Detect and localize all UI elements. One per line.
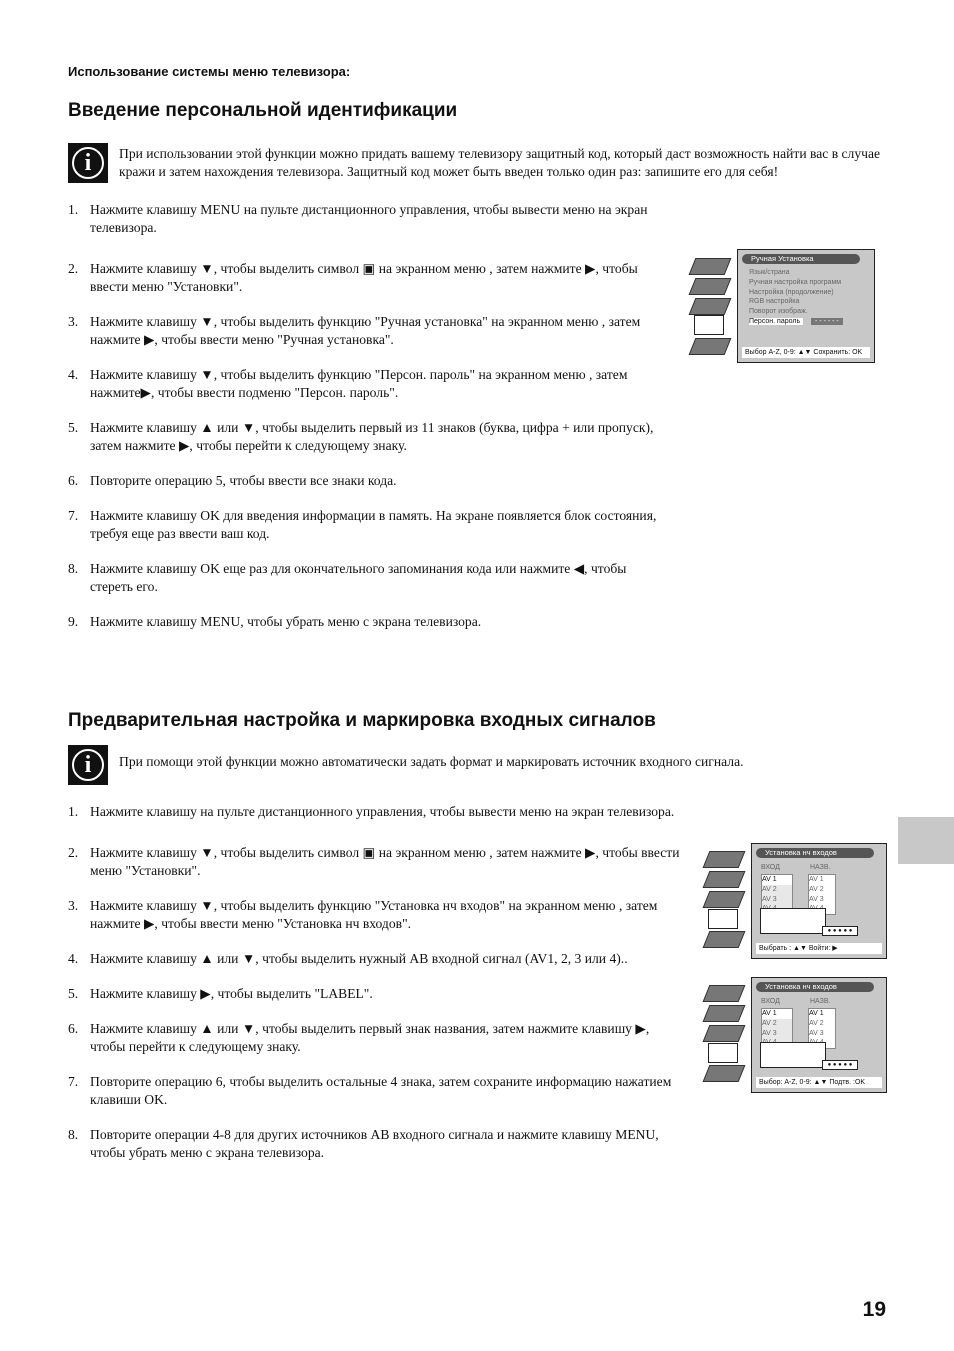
steps-list-personal-id bbox=[68, 201, 668, 631]
screen-row: AV 1 bbox=[762, 1009, 792, 1019]
screen-row: AV 2 bbox=[762, 1019, 777, 1027]
step-item bbox=[68, 472, 668, 490]
preset-menu-icon bbox=[703, 931, 746, 948]
step-text: Нажмите клавишу OK для введения информации в память. На экране появляется блок состояния, требуя еще раз ввести ваш код. bbox=[90, 508, 657, 541]
section-title-personal-id: Введение персональной идентификации bbox=[68, 100, 458, 121]
step-text: Нажмите клавишу ▶, чтобы выделить "LABEL". bbox=[90, 986, 373, 1001]
screen-title: Ручная Установка bbox=[742, 254, 860, 264]
col-input-header: ВХОД bbox=[761, 864, 780, 871]
step-text: Нажмите клавишу ▼, чтобы выделить функцию "Установка нч входов" на экранном меню , затем нажмите ▶, чтобы ввести меню "Установка нч входов". bbox=[90, 898, 658, 931]
step-text: Нажмите клавишу MENU, чтобы убрать меню с экрана телевизора. bbox=[90, 614, 482, 629]
step-number: 9. bbox=[68, 614, 79, 629]
step-item bbox=[68, 1020, 688, 1056]
signal-dots-icon: ● ● ● ● ● bbox=[822, 926, 858, 936]
page-number: 19 bbox=[862, 1298, 886, 1321]
screen-row: AV 2 bbox=[809, 885, 824, 893]
step-item bbox=[68, 260, 668, 296]
step-text: Повторите операцию 5, чтобы ввести все знаки кода. bbox=[90, 473, 397, 488]
step-number: 2. bbox=[68, 845, 79, 860]
picture-menu-icon bbox=[703, 985, 746, 1002]
step-item bbox=[68, 560, 668, 596]
step-text: Нажмите клавишу ▲ или ▼, чтобы выделить нужный АВ входной сигнал (AV1, 2, 3 или 4).. bbox=[90, 951, 628, 966]
screen-row: Настройка (продолжение) bbox=[749, 288, 834, 296]
step-number: 8. bbox=[68, 561, 79, 576]
step-item bbox=[68, 803, 688, 821]
step-number: 1. bbox=[68, 202, 79, 217]
screen-row: AV 1 bbox=[809, 1009, 835, 1019]
step-item bbox=[68, 201, 668, 237]
screen-row: Поворот изображ. bbox=[749, 308, 808, 316]
screen-footer: Выбор: A-Z, 0-9: ▲▼ Подтв. :OK bbox=[756, 1077, 882, 1088]
preset-menu-icon bbox=[703, 1065, 746, 1082]
info-icon: i bbox=[68, 745, 108, 785]
screen-selected-row: Персон. пароль bbox=[749, 318, 803, 325]
step-item bbox=[68, 1126, 688, 1162]
step-item bbox=[68, 985, 688, 1003]
features-menu-icon bbox=[689, 298, 732, 315]
screen-row: AV 3 bbox=[809, 895, 824, 903]
picture-menu-icon bbox=[689, 258, 732, 275]
step-item bbox=[68, 1073, 688, 1109]
screen-row: Язык/страна bbox=[749, 269, 790, 276]
screen-row: AV 2 bbox=[809, 1019, 824, 1027]
step-number: 7. bbox=[68, 508, 79, 523]
step-text: Нажмите клавишу ▲ или ▼, чтобы выделить первый знак названия, затем нажмите клавишу ▶, чтобы перейти к следующему знаку. bbox=[90, 1021, 650, 1054]
step-number: 3. bbox=[68, 314, 79, 329]
step-item bbox=[68, 897, 688, 933]
screen-row: RGB настройка bbox=[749, 298, 800, 306]
screen-row: AV 2 bbox=[762, 885, 777, 893]
info-note: При использовании этой функции можно придать вашему телевизору защитный код, который даст возможность найти вас в случае кражи и затем нахождения телевизора. Защитный код может быть введен только один раз: запишите его для себя! bbox=[119, 146, 881, 179]
step-text: Нажмите клавишу OK еще раз для окончательного запоминания кода или нажмите ◀, чтобы стереть его. bbox=[90, 561, 627, 594]
screen-row: AV 3 bbox=[762, 895, 777, 903]
step-item bbox=[68, 613, 668, 631]
screen-input-labeling bbox=[751, 977, 887, 1093]
step-number: 5. bbox=[68, 986, 79, 1001]
step-number: 4. bbox=[68, 367, 79, 382]
step-text: Нажмите клавишу MENU на пульте дистанционного управления, чтобы вывести меню на экран телевизора. bbox=[90, 202, 648, 235]
screen-row: AV 1 bbox=[762, 875, 792, 885]
step-number: 4. bbox=[68, 951, 79, 966]
col-label-header: НАЗВ. bbox=[810, 998, 831, 1005]
screen-row: Ручная настройка программ bbox=[749, 278, 842, 286]
screen-footer: Выбрать : ▲▼ Войти: ▶ bbox=[756, 943, 882, 954]
col-label-header: НАЗВ. bbox=[810, 864, 831, 871]
steps-list-input-setup bbox=[68, 803, 688, 1162]
step-text: Повторите операции 4-8 для других источников АВ входного сигнала и нажмите клавишу MENU, чтобы убрать меню с экрана телевизора. bbox=[90, 1127, 659, 1160]
step-number: 3. bbox=[68, 898, 79, 913]
screen-title: Установка нч входов bbox=[756, 982, 874, 992]
step-number: 5. bbox=[68, 420, 79, 435]
step-item bbox=[68, 844, 688, 880]
info-icon: i bbox=[68, 143, 108, 183]
step-text: Нажмите клавишу ▼, чтобы выделить функцию "Персон. пароль" на экранном меню , затем нажмите▶, чтобы ввести подменю "Персон. пароль". bbox=[90, 367, 628, 400]
screen-row: AV 1 bbox=[809, 876, 824, 883]
sound-menu-icon bbox=[689, 278, 732, 295]
av-connector-illustration bbox=[760, 1042, 826, 1068]
screen-manual-setup bbox=[737, 249, 875, 363]
section-kicker: Использование системы меню телевизора: bbox=[68, 64, 351, 79]
signal-dots-icon: ● ● ● ● ● bbox=[822, 1060, 858, 1070]
av-connector-illustration bbox=[760, 908, 826, 934]
step-item bbox=[68, 507, 668, 543]
step-number: 6. bbox=[68, 1021, 79, 1036]
screen-footer: Выбор A-Z, 0-9: ▲▼ Сохранить: OK bbox=[742, 347, 870, 358]
step-number: 7. bbox=[68, 1074, 79, 1089]
step-number: 1. bbox=[68, 804, 79, 819]
section-title-input-setup: Предварительная настройка и маркировка входных сигналов bbox=[68, 710, 656, 731]
features-menu-icon bbox=[703, 891, 746, 908]
step-text: Нажмите клавишу на пульте дистанционного управления, чтобы вывести меню на экран телевизора. bbox=[90, 804, 675, 819]
step-number: 2. bbox=[68, 261, 79, 276]
preset-menu-icon bbox=[689, 338, 732, 355]
sound-menu-icon bbox=[703, 871, 746, 888]
step-text: Повторите операцию 6, чтобы выделить остальные 4 знака, затем сохраните информацию нажатием клавиши OK. bbox=[90, 1074, 672, 1107]
features-menu-icon bbox=[703, 1025, 746, 1042]
step-text: Нажмите клавишу ▲ или ▼, чтобы выделить первый из 11 знаков (буква, цифра + или пропуск), затем нажмите ▶, чтобы перейти к следующему знаку. bbox=[90, 420, 654, 453]
info-note: При помощи этой функции можно автоматически задать формат и маркировать источник входного сигнала. bbox=[119, 754, 744, 769]
setup-menu-icon bbox=[708, 1043, 738, 1063]
col-input-header: ВХОД bbox=[761, 998, 780, 1005]
step-item bbox=[68, 366, 668, 402]
picture-menu-icon bbox=[703, 851, 746, 868]
step-number: 8. bbox=[68, 1127, 79, 1142]
screen-row: AV 3 bbox=[809, 1029, 824, 1037]
screen-rows bbox=[749, 268, 841, 317]
code-value: - - - - - - bbox=[811, 318, 843, 325]
step-text: Нажмите клавишу ▼, чтобы выделить символ ▣ на экранном меню , затем нажмите ▶, чтобы ввести меню "Установки". bbox=[90, 261, 638, 294]
step-text: Нажмите клавишу ▼, чтобы выделить символ ▣ на экранном меню , затем нажмите ▶, чтобы ввести меню "Установки". bbox=[90, 845, 680, 878]
step-item bbox=[68, 950, 688, 968]
step-number: 6. bbox=[68, 473, 79, 488]
screen-row: AV 3 bbox=[762, 1029, 777, 1037]
screen-input-setup bbox=[751, 843, 887, 959]
setup-menu-icon bbox=[694, 315, 724, 335]
screen-title: Установка нч входов bbox=[756, 848, 874, 858]
step-item bbox=[68, 419, 668, 455]
step-item bbox=[68, 313, 668, 349]
section-edge-tab bbox=[898, 817, 954, 864]
step-text: Нажмите клавишу ▼, чтобы выделить функцию "Ручная установка" на экранном меню , затем нажмите ▶, чтобы ввести меню "Ручная установка". bbox=[90, 314, 641, 347]
setup-menu-icon bbox=[708, 909, 738, 929]
sound-menu-icon bbox=[703, 1005, 746, 1022]
